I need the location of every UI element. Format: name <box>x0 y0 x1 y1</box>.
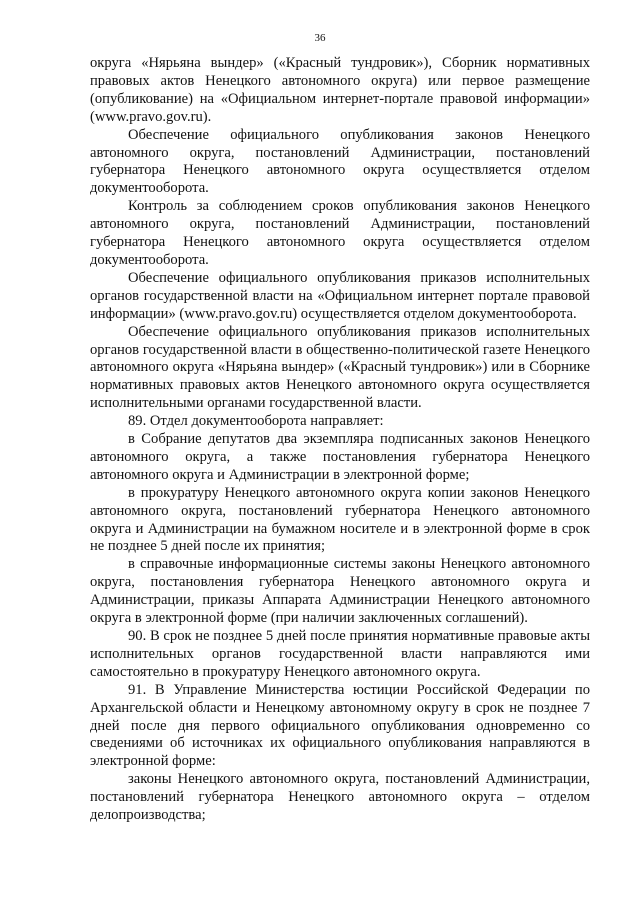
page-number: 36 <box>314 32 326 44</box>
paragraph-publication-sources: округа «Нярьяна вындер» («Красный тундровик»), Сборник нормативных правовых актов Ненецкого автономного округа) или первое размещение (опубликование) на «Официальном интернет-портале правовой информации» (www.pravo.gov.ru). <box>90 55 590 125</box>
paragraph-to-prosecutor: в прокуратуру Ненецкого автономного округа копии законов Ненецкого автономного округа, постановлений губернатора Ненецкого автономного округа и Администрации на бумажном носителе и в электронной форме в срок не позднее 5 дней после их принятия; <box>90 484 590 555</box>
paragraph-item-91: 91. В Управление Министерства юстиции Российской Федерации по Архангельской области и Ненецкому автономному округу в срок не позднее 7 дней после дня первого официального опубликования одновременно со сведениями об источниках их официального опубликования направляются в электронной форме: <box>90 681 590 770</box>
document-body <box>90 55 590 825</box>
paragraph-publication-deadline-control: Контроль за соблюдением сроков опубликования законов Ненецкого автономного округа, постановлений Администрации, постановлений губернатора Ненецкого автономного округа осуществляется отделом документооборота. <box>90 198 590 268</box>
paragraph-item-90: 90. В срок не позднее 5 дней после принятия нормативные правовые акты исполнительных органов государственной власти направляются ими самостоятельно в прокуратуру Ненецкого автономного округа. <box>90 628 590 680</box>
paragraph-official-publication-laws: Обеспечение официального опубликования законов Ненецкого автономного округа, постановлений Администрации, постановлений губернатора Ненецкого автономного округа осуществляется отделом документооборота. <box>90 126 590 197</box>
paragraph-orders-internet-portal: Обеспечение официального опубликования приказов исполнительных органов государственной власти на «Официальном интернет портале правовой информации» (www.pravo.gov.ru) осуществляется отделом документооборота. <box>90 269 590 322</box>
paragraph-orders-newspaper: Обеспечение официального опубликования приказов исполнительных органов государственной власти в общественно-политической газете Ненецкого автономного округа «Нярьяна вындер» («Красный тундровик») или в Сборнике нормативных правовых актов Ненецкого автономного округа осуществляется исполнительными органами государственной власти. <box>90 323 590 412</box>
paragraph-laws-records-department: законы Ненецкого автономного округа, постановлений Администрации, постановлений губернатора Ненецкого автономного округа – отделом делопроизводства; <box>90 771 590 824</box>
paragraph-to-reference-systems: в справочные информационные системы законы Ненецкого автономного округа, постановления губернатора Ненецкого автономного округа и Администрации, приказы Аппарата Администрации Ненецкого автономного округа в электронной форме (при наличии заключенных соглашений). <box>90 556 590 627</box>
paragraph-to-assembly-of-deputies: в Собрание депутатов два экземпляра подписанных законов Ненецкого автономного округа, а также постановления губернатора Ненецкого автономного округа и Администрации в электронной форме; <box>90 431 590 483</box>
paragraph-item-89: 89. Отдел документооборота направляет: <box>128 413 384 430</box>
